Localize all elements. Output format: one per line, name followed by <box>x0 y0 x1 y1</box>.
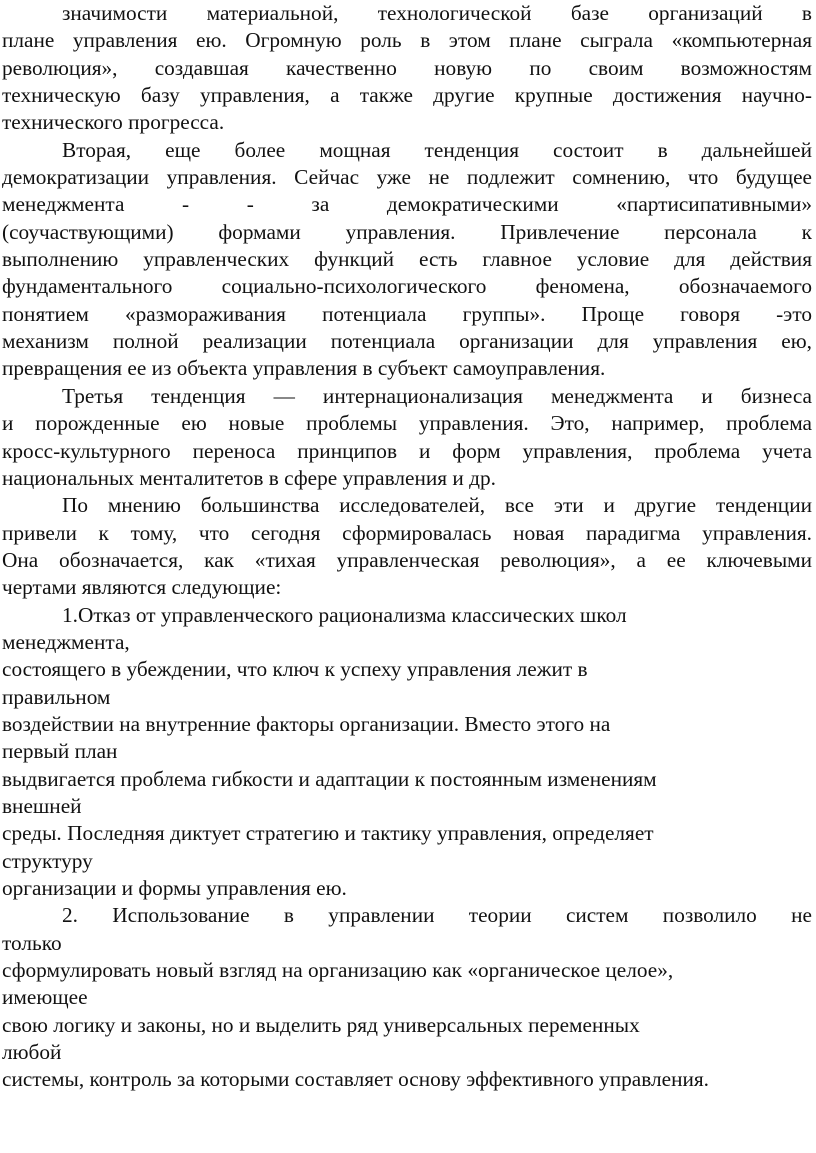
text-line: демократизации управления. Сейчас уже не подлежит сомнению, что будущее <box>2 165 812 190</box>
text-line: По мнению большинства исследователей, все эти и другие тенденции <box>62 493 812 518</box>
text-line: (соучаствующими) формами управления. Привлечение персонала к <box>2 219 812 244</box>
text-line: состоящего в убеждении, что ключ к успеху управления лежит в <box>2 657 588 682</box>
paragraph <box>2 383 812 492</box>
text-line: организации и формы управления ею. <box>2 876 347 900</box>
text-line: привели к тому, что сегодня сформировалась новая парадигма управления. <box>2 520 812 545</box>
text-line: системы, контроль за которыми составляет основу эффективного управления. <box>2 1067 709 1092</box>
text-line: выдвигается проблема гибкости и адаптации к постоянным изменениям <box>2 766 657 791</box>
text-line: структуру <box>2 848 93 873</box>
paragraph <box>2 0 812 137</box>
text-line: превращения ее из объекта управления в субъект самоуправления. <box>2 356 606 381</box>
text-line: менеджмента - - за демократическими «партисипативными» <box>2 192 812 217</box>
paragraph <box>2 137 812 383</box>
text-line: Она обозначается, как «тихая управленческая революция», а ее ключевыми <box>2 547 812 572</box>
text-line: плане управления ею. Огромную роль в этом плане сыграла «компьютерная <box>2 28 812 53</box>
text-line: фундаментального социально-психологического феномена, обозначаемого <box>2 274 812 299</box>
text-line: понятием «размораживания потенциала группы». Проще говоря -это <box>2 301 812 326</box>
text-line: только <box>2 930 62 955</box>
text-line: Вторая, еще более мощная тенденция состоит в дальнейшей <box>62 137 812 162</box>
text-line: кросс-культурного переноса принципов и форм управления, проблема учета <box>2 438 812 463</box>
text-line: 2. Использование в управлении теории систем позволило не <box>62 903 812 928</box>
text-line: правильном <box>2 684 111 709</box>
document-body <box>2 0 812 1094</box>
paragraph <box>2 602 812 903</box>
text-line: воздействии на внутренние факторы организации. Вместо этого на <box>2 711 611 736</box>
text-line: технического прогресса. <box>2 110 225 135</box>
text-line: выполнению управленческих функций есть главное условие для действия <box>2 247 812 272</box>
paragraph <box>2 902 812 1093</box>
text-line: революция», создавшая качественно новую по своим возможностям <box>2 55 812 80</box>
text-line: любой <box>2 1040 62 1065</box>
text-line: 1.Отказ от управленческого рационализма классических школ <box>62 602 627 627</box>
text-line: значимости материальной, технологической базе организаций в <box>62 1 812 25</box>
text-line: менеджмента, <box>2 629 130 654</box>
text-line: среды. Последняя диктует стратегию и тактику управления, определяет <box>2 821 654 846</box>
text-line: имеющее <box>2 985 88 1010</box>
text-line: первый план <box>2 739 118 764</box>
text-line: и порожденные ею новые проблемы управления. Это, например, проблема <box>2 411 812 436</box>
text-line: чертами являются следующие: <box>2 575 282 600</box>
text-line: национальных менталитетов в сфере управления и др. <box>2 465 496 490</box>
text-line: свою логику и законы, но и выделить ряд универсальных переменных <box>2 1012 640 1037</box>
text-line: внешней <box>2 793 82 818</box>
document-page <box>2 0 812 1094</box>
text-line: техническую базу управления, а также другие крупные достижения научно- <box>2 83 812 108</box>
text-line: сформулировать новый взгляд на организацию как «органическое целое», <box>2 958 674 983</box>
text-line: Третья тенденция — интернационализация менеджмента и бизнеса <box>62 383 812 408</box>
text-line: механизм полной реализации потенциала организации для управления ею, <box>2 329 812 354</box>
paragraph <box>2 492 812 601</box>
